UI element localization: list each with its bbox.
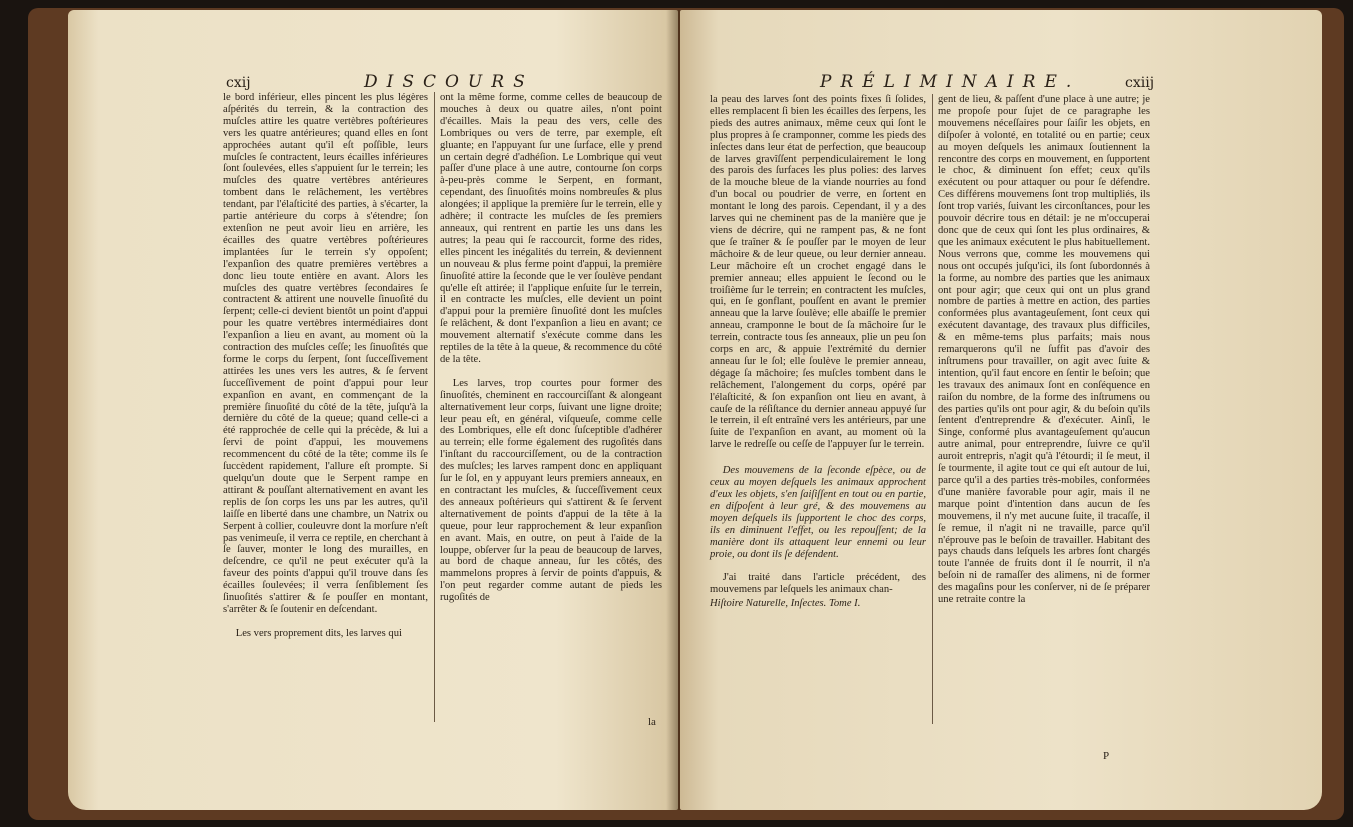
right-page bbox=[680, 10, 1322, 810]
column-rule bbox=[434, 92, 435, 722]
running-title: PRÉLIMINAIRE. bbox=[820, 72, 1081, 92]
paragraph: J'ai traité dans l'article précédent, des mouvemens par leſquels les animaux chan- bbox=[710, 572, 926, 596]
catchword: la bbox=[648, 716, 656, 728]
paragraph: le bord inférieur, elles pincent les plus légères aſpérités du terrein, & la contraction des muſcles attire les quatre vertèbres poſtérieures vers les quatre antérieures; quand elles en ſont approchées autant qu'il eſt poſſible, leurs muſcles ſe contractent, leurs écailles inférieures ſont ſoulevées, elles s'appuient ſur le terrein; les muſcles des quatre vertèbres antérieures tombent dans le relâchement, les vertèbres tendant, par l'élaſticité des parties, à s'écarter, la partie antérieure du corps à s'étendre; ſon extenſion ne peut avoir lieu en arrière, les écailles des quatre vertèbres poſtérieures implantées ſur le terrein s'y oppoſent; l'expanſion des quatre premières vertèbres a donc lieu toute entière en avant. Alors les muſcles des quatre vertèbres ſecondaires ſe contractent & attirent une nouvelle ſinuoſité du ſerpent; celle-ci devient bientôt un point d'appui pour les quatre vertèbres intermédiaires dont l'expanſion a lieu en avant, au moment où la contraction des muſcles ceſſe; les ſinuoſités que forme le corps du ſerpent, ſont ſucceſſivement attirées les unes vers les autres, & ſe ſervent ſucceſſivement de point d'appui pour leur expanſion en avant, en commençant de la première ſinuoſité du côté de la tête, juſqu'à la dernière du côté de la queue; quand celle-ci a été rapprochée de celle qui la précède, & lui a ſervi de point d'appui, les mouvemens recommencent du côté de la tête; comme ils ſe ſuccèdent rapidement, l'allure eſt prompte. Si quelqu'un doute que le Serpent rampe en attirant & pouſſant alternativement en avant les replis de ſon corps les uns par les autres, qu'il laiſſe en liberté dans une chambre, un Natrix ou Serpent à collier, couleuvre dont la morſure n'eſt pas venimeuſe, il verra ce reptile, en cherchant à ſe ſauver, monter le long des murailles, en deſcendre, ce qu'il ne peut exécuter qu'à la faveur des points d'appui qu'il trouve dans ſes écailles ſoulevées; il verra ſenſiblement ſes ſinuoſités s'attirer & ſe pouſſer en montant, s'arrêter & ſe ſoutenir en deſcendant. bbox=[223, 92, 428, 615]
signature-mark: P bbox=[1103, 750, 1110, 762]
paragraph: gent de lieu, & paſſent d'une place à une autre; je me propoſe pour ſujet de ce paragraphe les mouvemens néceſſaires pour ſaiſir les objets, en diſpoſer à volonté, en totalité ou en partie; ceux au moyen deſquels les animaux ſoutiennent la rencontre des corps en mouvement, en ſupportent le choc, & diminuent ſon effet; ceux qu'ils exécutent ou pour attaquer ou pour ſe défendre. Ces différens mouvemens ſont trop multipliés, ils ſont trop variés, ſuivant les circonſtances, pour les pouvoir décrire tous en détail: je ne m'occuperai donc que de ceux qui ſont les plus ordinaires, & que les animaux exécutent le plus habituellement. Nous verrons que, comme les mouvemens qui nous ont occupés juſqu'ici, ils ſont ſubordonnés à la forme, au nombre des parties que les animaux ont pour agir; que ceux qui ont un plus grand nombre de parties à mettre en action, des parties conformées plus avantageuſement, ſont ceux qui exécutent davantage, des travaux plus difficiles, & en même-tems plus parfaits; mais nous remarquerons qu'il ne ſuffit pas d'avoir des inſtrumens pour travailler, on agit avec ſuite & intention, qu'il faut encore en ſentir le beſoin; que les travaux des animaux ſont en conſéquence en raiſon du nombre, de la forme des inſtrumens ou des parties qu'ils ont pour agir, & du beſoin qu'ils ſentent d'entreprendre & d'exécuter. Ainſi, le Singe, conformé plus avantageuſement qu'aucun autre animal, pour entreprendre, ſuivre ce qu'il auroit entrepris, n'agit qu'à l'étourdi; il ſe meut, il ſe tourmente, il agite tout ce qui eſt autour de lui, parce qu'il a des parties très-mobiles, conformées d'une manière favorable pour agir, mais il ne marque point d'intention dans aucun de ſes mouvemens, il n'y met aucune ſuite, il tracaſſe, il ſe remue, il n'agit ni ne travaille, parce qu'il n'éprouve pas le beſoin de travailler. Habitant des pays chauds dans leſquels les arbres ſont chargés toute l'année de fruits dont il ſe nourrit, il n'a beſoin ni de ramaſſer des alimens, ni de former des magaſins pour les conſerver, ni de ſe préparer une retraite contre la bbox=[938, 94, 1150, 606]
left-page bbox=[68, 10, 678, 810]
paragraph: Les vers proprement dits, les larves qui bbox=[235, 627, 402, 639]
text-column-left-1 bbox=[223, 92, 428, 640]
paragraph: Les larves, trop courtes pour former des ſinuoſités, cheminent en raccourciſſant & alongeant alternativement leur corps, ſuivant une ligne droite; leur peau eſt, en général, viſqueuſe, comme celle des Lombriques, elle eſt donc ſuſceptible d'adhérer au terrein; elle forme également des rugoſités dans l'inſtant du raccourciſſement, ou de la contraction des muſcles; les larves rampent donc en appliquant ſur le ſol, en y appuyant leurs premiers anneaux, en en contractant les muſcles, & ſucceſſivement ceux des anneaux poſtérieurs qui s'attirent & ſe ſervent alternativement de points d'appui de la tête à la queue, pour leur rapprochement & leur expanſion en avant. Mais, en outre, on peut à l'aide de la louppe, obſerver ſur la peau de beaucoup de larves, au bord de chaque anneau, ſur les côtés, des mammelons propres à ſervir de points d'appuis, & l'on peut regarder comme autant de pieds les rugoſités de bbox=[440, 377, 662, 604]
page-number: cxiij bbox=[1125, 75, 1155, 91]
page-number: cxij bbox=[226, 75, 251, 91]
text-column-right-2 bbox=[938, 94, 1150, 606]
running-title: DISCOURS bbox=[364, 72, 534, 92]
paragraph: ont la même forme, comme celles de beaucoup de mouches à deux ou quatre ailes, n'ont point d'écailles. Mais la peau des vers, celle des Lombriques ou vers de terre, par exemple, eſt gluante; en l'appuyant ſur une ſurface, elle y prend un certain degré d'adhéſion. Le Lombrique qui veut paſſer d'une place à une autre, contourne ſon corps à-peu-près comme le Serpent, en formant, cependant, des ſinuoſités moins nombreuſes & plus alongées; il applique la première ſur le terrein, elle y adhère; il contracte les muſcles de ſes premiers anneaux, qui rentrent en partie les uns dans les autres; la peau qui ſe raccourcit, forme des rides, elles pincent les inégalités du terrein, & deviennent un nouveau & plus ferme point d'appui, la première ſinuoſité attire la ſeconde que le ver ſoulève pendant qu'elle eſt attirée; il l'applique enſuite ſur le terrein, il en contracte les muſcles, elle devient un point d'appui pour la première ſinuoſité dont les muſcles ſe relâchent, & dont l'expanſion a lieu en avant; ce mouvement alternatif s'exécute comme dans les reptiles de la tête à la queue, & recommence du côté de la tête. bbox=[440, 92, 662, 365]
text-column-left-2 bbox=[440, 92, 662, 604]
column-rule bbox=[932, 94, 933, 724]
footer-title: Hiſtoire Naturelle, Inſectes. Tome I. bbox=[710, 598, 861, 610]
section-heading: Des mouvemens de la ſeconde eſpèce, ou de ceux au moyen deſquels les animaux approchent d'eux les objets, s'en ſaiſiſſent en tout ou en partie, en diſpoſent à leur gré, & des mouvemens au moyen deſquels ils ſupportent le choc des corps, ils en diminuent l'effet, ou les repouſſent; de la manière dont ils attaquent leur ennemi ou leur proie, ou dont ils ſe défendent. bbox=[710, 465, 926, 560]
text-column-right-1 bbox=[710, 94, 926, 610]
paragraph: la peau des larves ſont des points fixes ſi ſolides, elles remplacent ſi bien les écailles des ſerpens, les pieds des autres animaux, même ceux qui ſont le plus propres à ſe cramponner, comme les pieds des inſectes dans leur état de perfection, que beaucoup de larves gravîſſent perpendiculairement le long des parois des ſurfaces les plus polies: des larves de la mouche bleue de la viande nourries au fond d'un bocal ou poudrier de verre, en ſortent en montant le long des parois. Cependant, il y a des larves qui ne cheminent pas de la manière que je viens de décrire, qui ne rampent pas, & ne font que ſe traîner & ſe pouſſer par le moyen de leur mâchoire & de leur queue, ou leur dernier anneau. Leur mâchoire eſt un crochet engagé dans le premier anneau; elles appuient le ſecond ou le troiſième ſur le terrein; en contractent les muſcles, qui, en ſe gonflant, pouſſent en avant le premier anneau que la larve ſoulève; elle abaiſſe le premier anneau, cramponne le bout de ſa mâchoire ſur le terrein, contracte tous ſes anneaux, plie un peu ſon corps en arc, & appuie l'extrémité du dernier anneau ſur le ſol; elle ſoulève le premier anneau, dégage ſa mâchoire; ſes muſcles tombent dans le relâchement, l'alongement du corps, opéré par l'élaſticité, & ſon expanſion ont lieu en avant, à cauſe de la réſiſtance du dernier anneau appuyé ſur le terrein, il eſt entraîné vers les antérieurs, par une ſuite de l'expanſion en avant, au moment où la larve le redreſſe ou ceſſe de l'appuyer ſur le terrein. bbox=[710, 94, 926, 451]
